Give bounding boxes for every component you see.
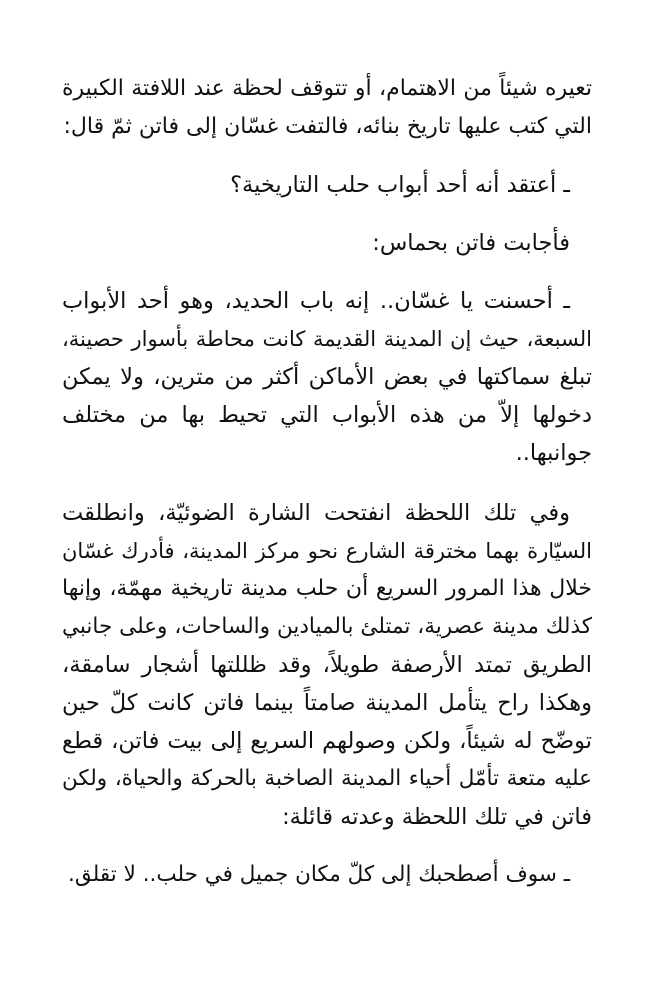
- text-line: السيّارة بهما مخترقة الشارع نحو مركز المدينة، فأدرك غسّان: [62, 539, 592, 563]
- text-line: فاتن في تلك اللحظة وعدته قائلة:: [282, 804, 592, 830]
- text-line: وفي تلك اللحظة انفتحت الشارة الضوئيّة، وانطلقت: [62, 500, 570, 526]
- text-line: توضّح له شيئاً، ولكن وصولهم السريع إلى بيت فاتن، قطع: [62, 728, 592, 754]
- text-line: عليه متعة تأمّل أحياء المدينة الصاخبة بالحركة والحياة، ولكن: [62, 766, 592, 791]
- text-line: فأجابت فاتن بحماس:: [372, 230, 570, 256]
- text-line: تعيره شيئاً من الاهتمام، أو تتوقف لحظة عند اللافتة الكبيرة: [62, 76, 592, 101]
- text-line: خلال هذا المرور السريع أن حلب مدينة تاريخية مهمّة، وإنها: [62, 576, 592, 601]
- text-line: كذلك مدينة عصرية، تمتلئ بالميادين والساحات، وعلى جانبي: [62, 614, 592, 639]
- text-line: جوانبها..: [515, 440, 592, 466]
- text-line: وهكذا راح يتأمل المدينة صامتاً بينما فاتن كانت كلّ حين: [62, 690, 592, 716]
- text-line: دخولها إلاّ من هذه الأبواب التي تحيط بها من مختلف: [62, 402, 592, 428]
- text-line: تبلغ سماكتها في بعض الأماكن أكثر من مترين، ولا يمكن: [62, 364, 592, 390]
- narration-paragraph: [62, 70, 592, 146]
- text-line: التي كتب عليها تاريخ بنائه، فالتفت غسّان إلى فاتن ثمّ قال:: [63, 114, 592, 139]
- narration-paragraph: [62, 224, 592, 262]
- text-line: ـ أعتقد أنه أحد أبواب حلب التاريخية؟: [230, 172, 570, 198]
- dialogue-paragraph: [62, 166, 592, 204]
- text-line: السبعة، حيث إن المدينة القديمة كانت محاطة بأسوار حصينة،: [62, 327, 592, 351]
- dialogue-paragraph: [62, 856, 592, 894]
- narration-paragraph: [62, 494, 592, 836]
- text-line: ـ أحسنت يا غسّان.. إنه باب الحديد، وهو أحد الأبواب: [62, 288, 570, 314]
- text-line: الطريق تمتد الأرصفة طويلاً، وقد ظللتها أشجار سامقة،: [62, 652, 592, 678]
- text-line: ـ سوف أصطحبك إلى كلّ مكان جميل في حلب.. لا تقلق.: [68, 862, 570, 887]
- dialogue-paragraph: [62, 282, 592, 472]
